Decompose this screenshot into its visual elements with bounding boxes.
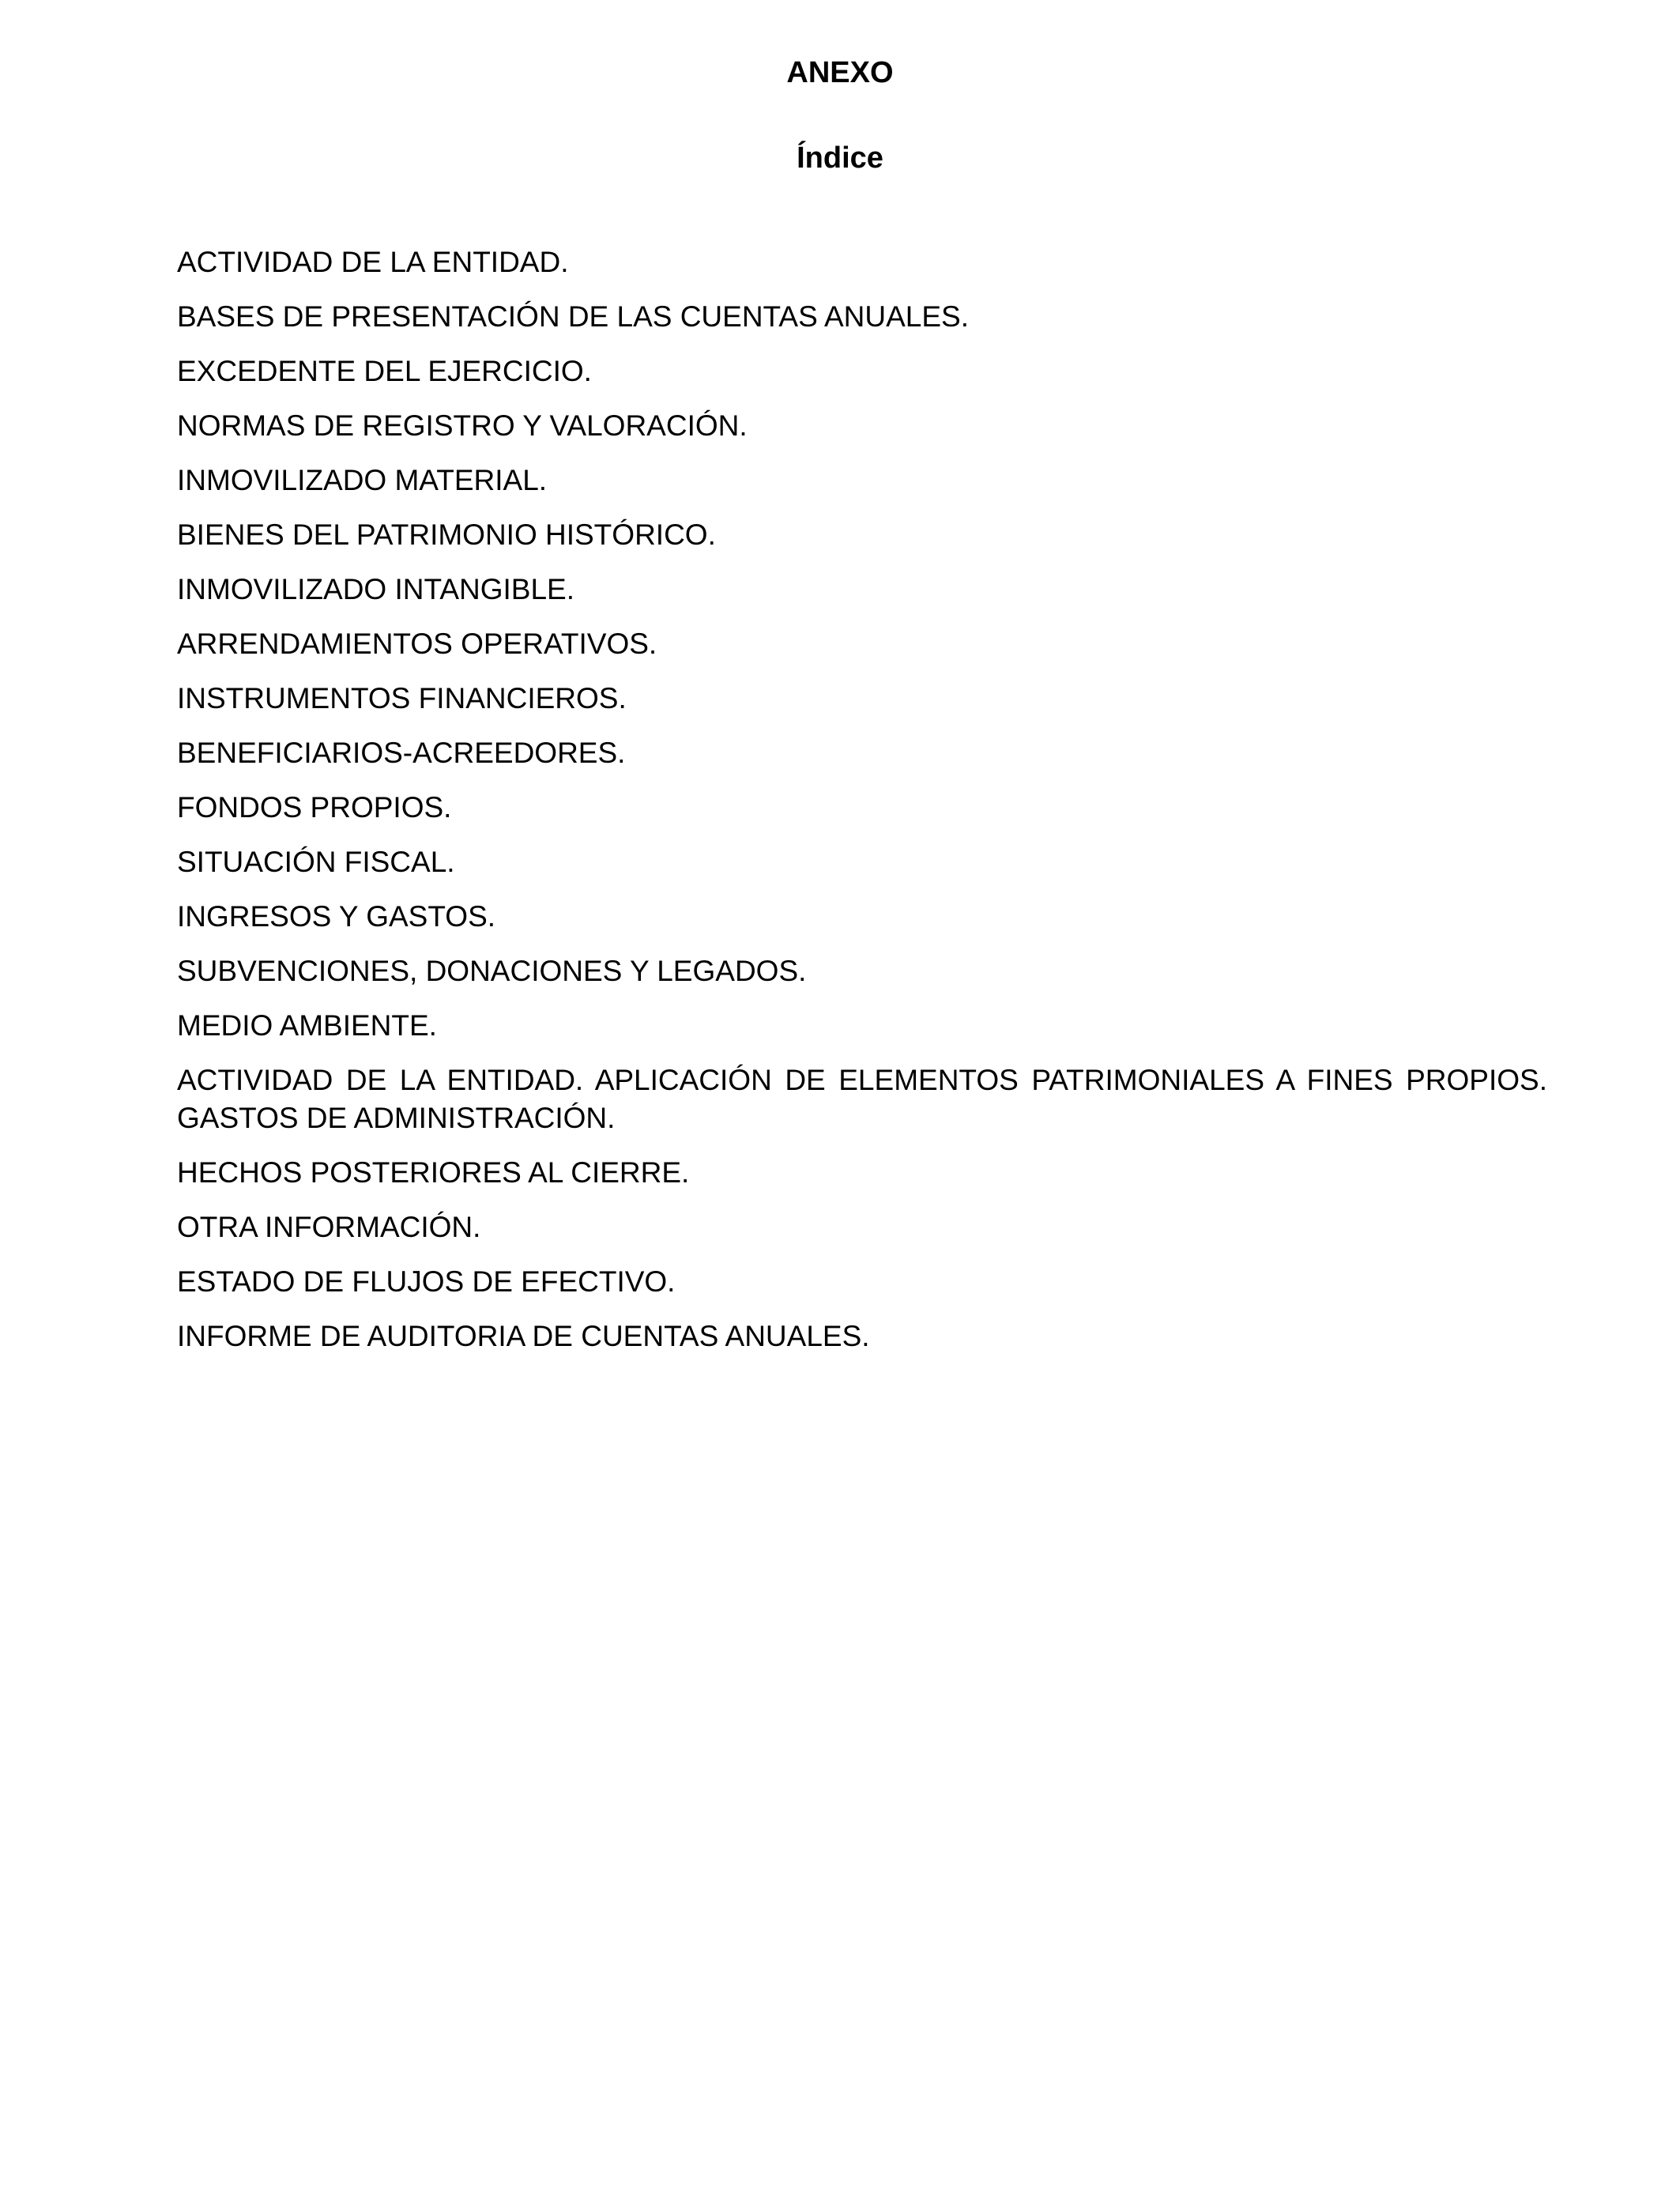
table-of-contents [177, 243, 1547, 1372]
toc-item: SUBVENCIONES, DONACIONES Y LEGADOS. [177, 955, 807, 987]
toc-item: EXCEDENTE DEL EJERCICIO. [177, 355, 592, 387]
toc-item: ARRENDAMIENTOS OPERATIVOS. [177, 628, 657, 660]
toc-item: ACTIVIDAD DE LA ENTIDAD. [177, 246, 569, 278]
toc-item: BENEFICIARIOS-ACREEDORES. [177, 737, 626, 769]
index-heading: Índice [797, 141, 883, 175]
toc-item: HECHOS POSTERIORES AL CIERRE. [177, 1156, 690, 1189]
toc-item: SITUACIÓN FISCAL. [177, 846, 455, 878]
toc-item: BASES DE PRESENTACIÓN DE LAS CUENTAS ANUALES. [177, 300, 970, 333]
toc-item: INMOVILIZADO INTANGIBLE. [177, 573, 575, 605]
toc-item: ESTADO DE FLUJOS DE EFECTIVO. [177, 1265, 676, 1298]
toc-item: INMOVILIZADO MATERIAL. [177, 464, 548, 496]
toc-item: INGRESOS Y GASTOS. [177, 900, 496, 933]
toc-item: ACTIVIDAD DE LA ENTIDAD. APLICACIÓN DE ELEMENTOS PATRIMONIALES A FINES PROPIOS. GASTOS DE ADMINISTRACIÓN. [177, 1064, 1547, 1134]
toc-item: OTRA INFORMACIÓN. [177, 1211, 481, 1243]
toc-item: FONDOS PROPIOS. [177, 791, 452, 824]
toc-item: BIENES DEL PATRIMONIO HISTÓRICO. [177, 518, 716, 551]
page-title: ANEXO [786, 56, 894, 89]
toc-item: INSTRUMENTOS FINANCIEROS. [177, 682, 627, 714]
toc-item: MEDIO AMBIENTE. [177, 1009, 437, 1042]
toc-item: NORMAS DE REGISTRO Y VALORACIÓN. [177, 409, 748, 442]
toc-item: INFORME DE AUDITORIA DE CUENTAS ANUALES. [177, 1320, 870, 1352]
